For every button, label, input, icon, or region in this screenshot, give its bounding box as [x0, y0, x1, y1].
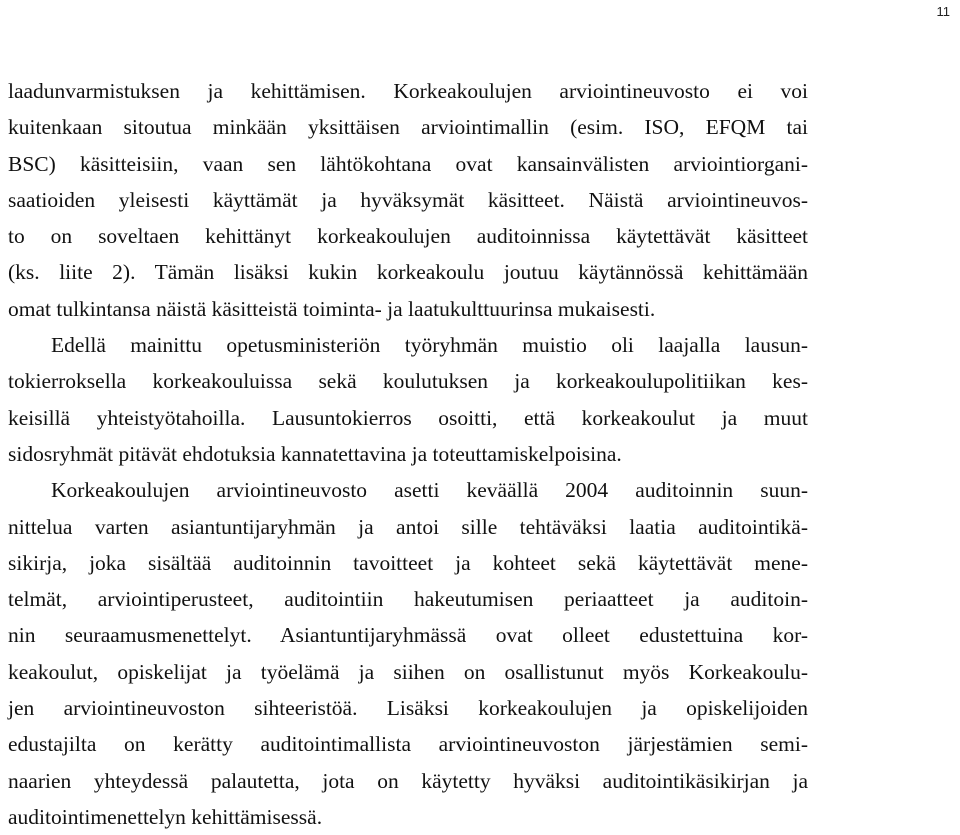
text-line: saatioiden yleisesti käyttämät ja hyväksymät käsitteet. Näistä arviointineuvos-	[8, 187, 808, 212]
text-line: BSC) käsitteisiin, vaan sen lähtökohtana ovat kansainvälisten arviointiorgani-	[8, 151, 808, 176]
text-line: naarien yhteydessä palautetta, jota on käytetty hyväksi auditointikäsikirjan ja	[8, 768, 808, 793]
text-line: nin seuraamusmenettelyt. Asiantuntijaryhmässä ovat olleet edustettuina kor-	[8, 623, 808, 648]
page-number: 11	[936, 4, 950, 19]
text-line: sikirja, joka sisältää auditoinnin tavoitteet ja kohteet sekä käytettävät mene-	[8, 550, 808, 575]
paragraph-1	[8, 73, 808, 327]
text-line: laadunvarmistuksen ja kehittämisen. Korkeakoulujen arviointineuvosto ei voi	[8, 79, 808, 103]
text-line: (ks. liite 2). Tämän lisäksi kukin korkeakoulu joutuu käytännössä kehittämään	[8, 260, 808, 285]
text-line: kuitenkaan sitoutua minkään yksittäisen arviointimallin (esim. ISO, EFQM tai	[8, 115, 808, 140]
text-line: Korkeakoulujen arviointineuvosto asetti keväällä 2004 auditoinnin suun-	[51, 478, 808, 503]
paragraph-2	[8, 327, 808, 472]
text-line: to on soveltaen kehittänyt korkeakoulujen auditoinnissa käytettävät käsitteet	[8, 224, 808, 249]
text-line: telmät, arviointiperusteet, auditointiin hakeutumisen periaatteet ja auditoin-	[8, 587, 808, 612]
text-line: sidosryhmät pitävät ehdotuksia kannatettavina ja toteuttamiskelpoisina.	[8, 441, 622, 466]
text-line: Edellä mainittu opetusministeriön työryhmän muistio oli laajalla lausun-	[51, 333, 808, 358]
body-text	[8, 73, 808, 835]
text-line: tokierroksella korkeakouluissa sekä koulutuksen ja korkeakoulupolitiikan kes-	[8, 369, 808, 394]
text-line: keisillä yhteistyötahoilla. Lausuntokierros osoitti, että korkeakoulut ja muut	[8, 405, 808, 430]
text-line: auditointimenettelyn kehittämisessä.	[8, 804, 323, 829]
text-line: omat tulkintansa näistä käsitteistä toiminta- ja laatukulttuurinsa mukaisesti.	[8, 296, 656, 321]
text-line: edustajilta on kerätty auditointimallista arviointineuvoston järjestämien semi-	[8, 732, 808, 757]
text-line: jen arviointineuvoston sihteeristöä. Lisäksi korkeakoulujen ja opiskelijoiden	[8, 696, 808, 721]
text-line: nittelua varten asiantuntijaryhmän ja antoi sille tehtäväksi laatia auditointikä-	[8, 514, 808, 539]
text-line: keakoulut, opiskelijat ja työelämä ja siihen on osallistunut myös Korkeakoulu-	[8, 659, 808, 684]
paragraph-3	[8, 472, 808, 835]
